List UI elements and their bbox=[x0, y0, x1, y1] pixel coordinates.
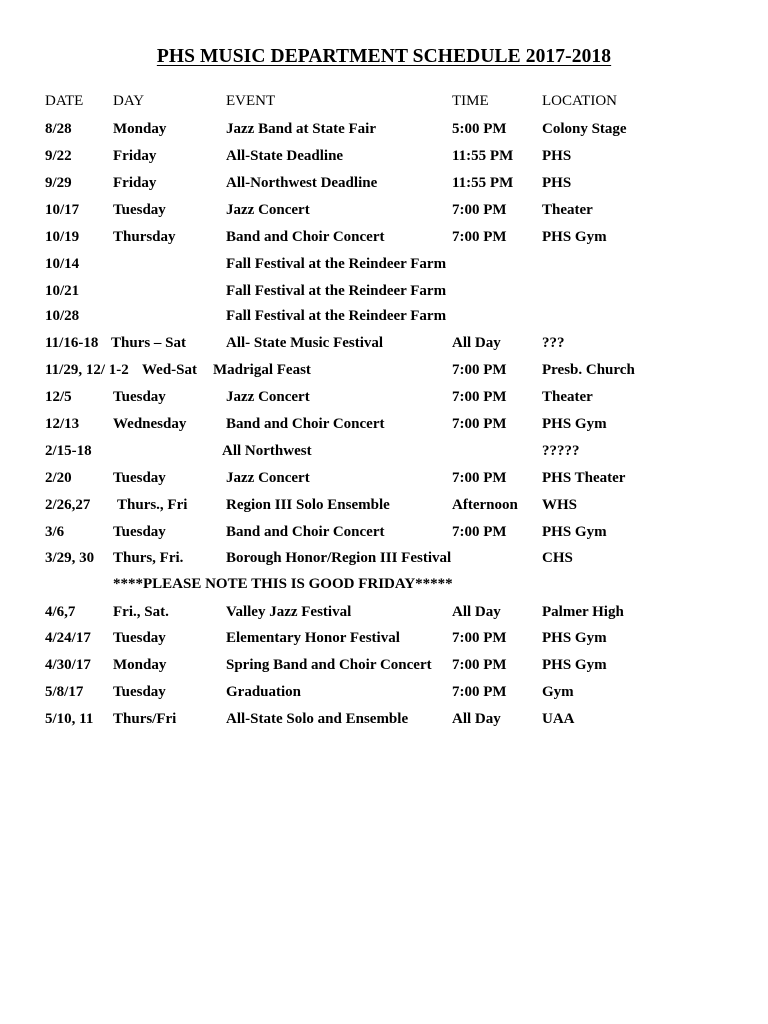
row-day: Tuesday bbox=[113, 202, 166, 218]
table-row bbox=[0, 470, 768, 492]
table-row bbox=[0, 148, 768, 170]
table-row bbox=[0, 308, 768, 330]
row-time: 11:55 PM bbox=[452, 148, 514, 164]
header-date: DATE bbox=[45, 93, 84, 109]
row-date: 3/6 bbox=[45, 524, 65, 540]
row-event: Jazz Concert bbox=[226, 389, 310, 405]
row-date: 5/10, 11 bbox=[45, 711, 94, 727]
header-day: DAY bbox=[113, 93, 145, 109]
row-day: Fri., Sat. bbox=[113, 604, 169, 620]
row-time: 7:00 PM bbox=[452, 416, 507, 432]
row-day: Friday bbox=[113, 175, 157, 191]
row-date: 12/5 bbox=[45, 389, 72, 405]
header-location: LOCATION bbox=[542, 93, 617, 109]
row-date: 10/17 bbox=[45, 202, 80, 218]
row-date: 12/13 bbox=[45, 416, 80, 432]
row-day: Tuesday bbox=[113, 470, 166, 486]
row-date: 2/15-18 bbox=[45, 443, 92, 459]
row-day: Friday bbox=[113, 148, 157, 164]
row-day: Wednesday bbox=[113, 416, 187, 432]
row-day: Monday bbox=[113, 657, 167, 673]
row-event: Jazz Concert bbox=[226, 202, 310, 218]
row-date: 4/6,7 bbox=[45, 604, 76, 620]
row-date: 9/22 bbox=[45, 148, 72, 164]
row-location: PHS Gym bbox=[542, 630, 607, 646]
row-time: 7:00 PM bbox=[452, 657, 507, 673]
table-row bbox=[0, 711, 768, 733]
row-day: Monday bbox=[113, 121, 167, 137]
row-location: PHS Gym bbox=[542, 524, 607, 540]
row-day: Thurs/Fri bbox=[113, 711, 177, 727]
table-row bbox=[0, 416, 768, 438]
row-day: Thurs, Fri. bbox=[113, 550, 184, 566]
row-location: WHS bbox=[542, 497, 578, 513]
row-event: Elementary Honor Festival bbox=[226, 630, 400, 646]
row-event: Madrigal Feast bbox=[213, 362, 311, 378]
table-row bbox=[0, 175, 768, 197]
row-event: Band and Choir Concert bbox=[226, 229, 385, 245]
table-row bbox=[0, 550, 768, 572]
row-event: All-State Solo and Ensemble bbox=[226, 711, 409, 727]
row-time: 7:00 PM bbox=[452, 524, 507, 540]
row-date: 9/29 bbox=[45, 175, 72, 191]
row-date: 4/30/17 bbox=[45, 657, 91, 673]
row-location: UAA bbox=[542, 711, 575, 727]
row-date: 3/29, 30 bbox=[45, 550, 95, 566]
table-row bbox=[0, 657, 768, 679]
row-location: ????? bbox=[542, 443, 580, 459]
row-date: 2/20 bbox=[45, 470, 72, 486]
row-location: PHS Theater bbox=[542, 470, 626, 486]
row-time: All Day bbox=[452, 335, 501, 351]
row-day: Tuesday bbox=[113, 524, 166, 540]
row-location: PHS bbox=[542, 148, 572, 164]
row-location: Palmer High bbox=[542, 604, 624, 620]
table-row bbox=[0, 497, 768, 519]
row-location: PHS Gym bbox=[542, 229, 607, 245]
row-event: Jazz Concert bbox=[226, 470, 310, 486]
row-time: 5:00 PM bbox=[452, 121, 507, 137]
row-event: Spring Band and Choir Concert bbox=[226, 657, 432, 673]
row-event: Band and Choir Concert bbox=[226, 416, 385, 432]
row-location: PHS bbox=[542, 175, 572, 191]
good-friday-note: ****PLEASE NOTE THIS IS GOOD FRIDAY***** bbox=[113, 576, 453, 592]
row-date: 11/16-18 bbox=[45, 335, 99, 351]
row-location: Theater bbox=[542, 389, 593, 405]
row-location: Gym bbox=[542, 684, 574, 700]
table-row bbox=[0, 335, 768, 357]
row-event: All Northwest bbox=[222, 443, 312, 459]
row-location: Colony Stage bbox=[542, 121, 627, 137]
row-event: Fall Festival at the Reindeer Farm bbox=[226, 256, 447, 272]
header-event: EVENT bbox=[226, 93, 276, 109]
row-date: 10/14 bbox=[45, 256, 80, 272]
row-event: All-State Deadline bbox=[226, 148, 344, 164]
row-time: 7:00 PM bbox=[452, 684, 507, 700]
row-date: 11/29, 12/ 1-2 bbox=[45, 362, 129, 378]
row-event: Borough Honor/Region III Festival bbox=[226, 550, 452, 566]
table-row bbox=[0, 202, 768, 224]
row-day: Thurs – Sat bbox=[111, 335, 187, 351]
table-row bbox=[0, 256, 768, 278]
row-date: 10/28 bbox=[45, 308, 80, 324]
row-location: CHS bbox=[542, 550, 573, 566]
table-row bbox=[0, 229, 768, 251]
row-day: Thursday bbox=[113, 229, 176, 245]
row-event: Region III Solo Ensemble bbox=[226, 497, 390, 513]
row-location: Presb. Church bbox=[542, 362, 635, 378]
row-time: 7:00 PM bbox=[452, 202, 507, 218]
header-time: TIME bbox=[452, 93, 489, 109]
row-time: Afternoon bbox=[452, 497, 518, 513]
table-row bbox=[0, 524, 768, 546]
page-title: PHS MUSIC DEPARTMENT SCHEDULE 2017-2018 bbox=[156, 46, 612, 67]
row-time: 7:00 PM bbox=[452, 630, 507, 646]
row-event: All- State Music Festival bbox=[226, 335, 384, 351]
row-date: 5/8/17 bbox=[45, 684, 84, 700]
row-day: Tuesday bbox=[113, 389, 166, 405]
row-day: Tuesday bbox=[113, 630, 166, 646]
row-location: PHS Gym bbox=[542, 416, 607, 432]
row-event: All-Northwest Deadline bbox=[226, 175, 378, 191]
row-date: 10/21 bbox=[45, 283, 80, 299]
row-event: Valley Jazz Festival bbox=[226, 604, 352, 620]
row-time: All Day bbox=[452, 604, 501, 620]
row-time: 11:55 PM bbox=[452, 175, 514, 191]
row-location: ??? bbox=[542, 335, 565, 351]
row-event: Fall Festival at the Reindeer Farm bbox=[226, 283, 447, 299]
row-day: Thurs., Fri bbox=[117, 497, 188, 513]
table-row bbox=[0, 443, 768, 465]
row-date: 2/26,27 bbox=[45, 497, 91, 513]
row-time: 7:00 PM bbox=[452, 470, 507, 486]
row-date: 10/19 bbox=[45, 229, 80, 245]
row-day: Wed-Sat bbox=[142, 362, 198, 378]
table-row bbox=[0, 630, 768, 652]
row-time: All Day bbox=[452, 711, 501, 727]
table-row bbox=[0, 121, 768, 143]
row-date: 4/24/17 bbox=[45, 630, 91, 646]
row-event: Jazz Band at State Fair bbox=[226, 121, 376, 137]
row-time: 7:00 PM bbox=[452, 362, 507, 378]
row-event: Graduation bbox=[226, 684, 302, 700]
table-header bbox=[0, 93, 768, 115]
table-row bbox=[0, 389, 768, 411]
row-time: 7:00 PM bbox=[452, 229, 507, 245]
row-time: 7:00 PM bbox=[452, 389, 507, 405]
row-event: Fall Festival at the Reindeer Farm bbox=[226, 308, 447, 324]
row-location: Theater bbox=[542, 202, 593, 218]
table-row bbox=[0, 604, 768, 626]
row-day: Tuesday bbox=[113, 684, 166, 700]
table-row bbox=[0, 283, 768, 305]
table-row bbox=[0, 684, 768, 706]
table-row bbox=[0, 362, 768, 384]
row-location: PHS Gym bbox=[542, 657, 607, 673]
row-event: Band and Choir Concert bbox=[226, 524, 385, 540]
row-date: 8/28 bbox=[45, 121, 72, 137]
